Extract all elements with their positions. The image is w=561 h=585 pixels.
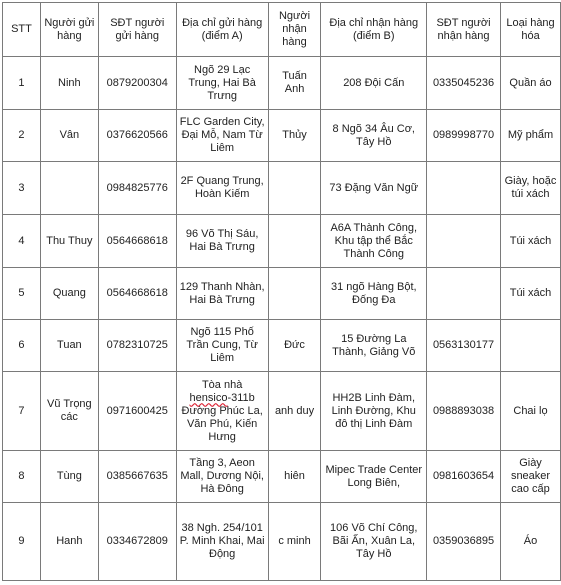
cell-sender: Thu Thuy: [40, 215, 98, 268]
cell-delivery-address: 31 ngõ Hàng Bột, Đống Đa: [321, 268, 427, 320]
cell-delivery-address: A6A Thành Công, Khu tập thể Bắc Thành Công: [321, 215, 427, 268]
cell-stt: 7: [3, 372, 41, 451]
cell-receiver-phone: 0335045236: [427, 57, 501, 110]
table-row: [3, 320, 561, 372]
table-row: [3, 57, 561, 110]
header-sender: Người gửi hàng: [40, 3, 98, 57]
cell-receiver-phone: [427, 162, 501, 215]
cell-receiver: anh duy: [268, 372, 321, 451]
cell-sender-phone: 0564668618: [98, 268, 176, 320]
table-row: [3, 503, 561, 581]
cell-receiver-phone: 0563130177: [427, 320, 501, 372]
cell-sender-phone: 0782310725: [98, 320, 176, 372]
cell-stt: 2: [3, 110, 41, 162]
cell-sender-phone: 0376620566: [98, 110, 176, 162]
cell-sender: Vũ Trọng các: [40, 372, 98, 451]
cell-delivery-address: 208 Đội Cấn: [321, 57, 427, 110]
cell-receiver: hiên: [268, 451, 321, 503]
cell-stt: 6: [3, 320, 41, 372]
header-stt: STT: [3, 3, 41, 57]
cell-receiver: Đức: [268, 320, 321, 372]
cell-receiver: [268, 268, 321, 320]
cell-sender-phone: 0971600425: [98, 372, 176, 451]
cell-goods-type: Mỹ phẩm: [501, 110, 561, 162]
cell-goods-type: Chai lọ: [501, 372, 561, 451]
cell-goods-type: Áo: [501, 503, 561, 581]
cell-delivery-address: Mipec Trade Center Long Biên,: [321, 451, 427, 503]
cell-pickup-address: 2F Quang Trung, Hoàn Kiếm: [176, 162, 268, 215]
cell-delivery-address: HH2B Linh Đàm, Linh Đường, Khu đô thị Linh Đàm: [321, 372, 427, 451]
pickup-address-prefix: Tòa nhà: [201, 378, 243, 391]
cell-pickup-address: 38 Ngh. 254/101 P. Minh Khai, Mai Động: [176, 503, 268, 581]
cell-goods-type: Giày, hoặc túi xách: [501, 162, 561, 215]
cell-delivery-address: 15 Đường La Thành, Giảng Võ: [321, 320, 427, 372]
cell-receiver-phone: 0989998770: [427, 110, 501, 162]
cell-sender-phone: 0984825776: [98, 162, 176, 215]
header-delivery-address: Địa chỉ nhận hàng (điểm B): [321, 3, 427, 57]
table-row: [3, 372, 561, 451]
cell-pickup-address: Ngõ 29 Lạc Trung, Hai Bà Trưng: [176, 57, 268, 110]
header-receiver: Người nhận hàng: [268, 3, 321, 57]
cell-stt: 9: [3, 503, 41, 581]
header-row: [3, 3, 561, 57]
cell-sender: Vân: [40, 110, 98, 162]
table-row: [3, 451, 561, 503]
cell-delivery-address: 8 Ngõ 34 Âu Cơ, Tây Hồ: [321, 110, 427, 162]
cell-stt: 5: [3, 268, 41, 320]
table-row: [3, 215, 561, 268]
cell-sender: [40, 162, 98, 215]
cell-goods-type: Túi xách: [501, 215, 561, 268]
header-sender-phone: SĐT người gửi hàng: [98, 3, 176, 57]
cell-pickup-address: Tầng 3, Aeon Mall, Dương Nội, Hà Đông: [176, 451, 268, 503]
cell-sender-phone: 0564668618: [98, 215, 176, 268]
cell-stt: 8: [3, 451, 41, 503]
cell-goods-type: Quần áo: [501, 57, 561, 110]
cell-delivery-address: 73 Đặng Văn Ngữ: [321, 162, 427, 215]
cell-receiver: Thủy: [268, 110, 321, 162]
cell-sender: Tuan: [40, 320, 98, 372]
cell-receiver: Tuấn Anh: [268, 57, 321, 110]
cell-pickup-address: 96 Võ Thị Sáu, Hai Bà Trưng: [176, 215, 268, 268]
cell-receiver-phone: 0359036895: [427, 503, 501, 581]
cell-pickup-address: 129 Thanh Nhàn, Hai Bà Trưng: [176, 268, 268, 320]
cell-receiver: [268, 215, 321, 268]
header-receiver-phone: SĐT người nhận hàng: [427, 3, 501, 57]
cell-sender: Hanh: [40, 503, 98, 581]
header-pickup-address: Địa chỉ gửi hàng (điểm A): [176, 3, 268, 57]
cell-pickup-address: [176, 372, 268, 451]
header-goods-type: Loại hàng hóa: [501, 3, 561, 57]
cell-sender: Ninh: [40, 57, 98, 110]
cell-goods-type: [501, 320, 561, 372]
cell-sender-phone: 0385667635: [98, 451, 176, 503]
cell-stt: 1: [3, 57, 41, 110]
table-row: [3, 268, 561, 320]
pickup-address-rest: -311b Đường Phúc La, Văn Phú, Kiến Hưng: [181, 391, 263, 443]
cell-goods-type: Túi xách: [501, 268, 561, 320]
cell-receiver: [268, 162, 321, 215]
orders-table: [2, 2, 561, 581]
cell-pickup-address: Ngõ 115 Phố Trần Cung, Từ Liêm: [176, 320, 268, 372]
cell-sender: Quang: [40, 268, 98, 320]
table-row: [3, 162, 561, 215]
table-row: [3, 110, 561, 162]
cell-goods-type: Giày sneaker cao cấp: [501, 451, 561, 503]
cell-pickup-address: FLC Garden City, Đại Mỗ, Nam Từ Liêm: [176, 110, 268, 162]
spellcheck-flagged-word: hensico: [189, 391, 228, 404]
cell-receiver-phone: 0981603654: [427, 451, 501, 503]
cell-delivery-address: 106 Võ Chí Công, Bãi Ấn, Xuân La, Tây Hồ: [321, 503, 427, 581]
cell-sender-phone: 0334672809: [98, 503, 176, 581]
cell-receiver-phone: [427, 215, 501, 268]
cell-stt: 4: [3, 215, 41, 268]
cell-stt: 3: [3, 162, 41, 215]
cell-sender: Tùng: [40, 451, 98, 503]
cell-receiver: c minh: [268, 503, 321, 581]
cell-sender-phone: 0879200304: [98, 57, 176, 110]
cell-receiver-phone: [427, 268, 501, 320]
cell-receiver-phone: 0988893038: [427, 372, 501, 451]
